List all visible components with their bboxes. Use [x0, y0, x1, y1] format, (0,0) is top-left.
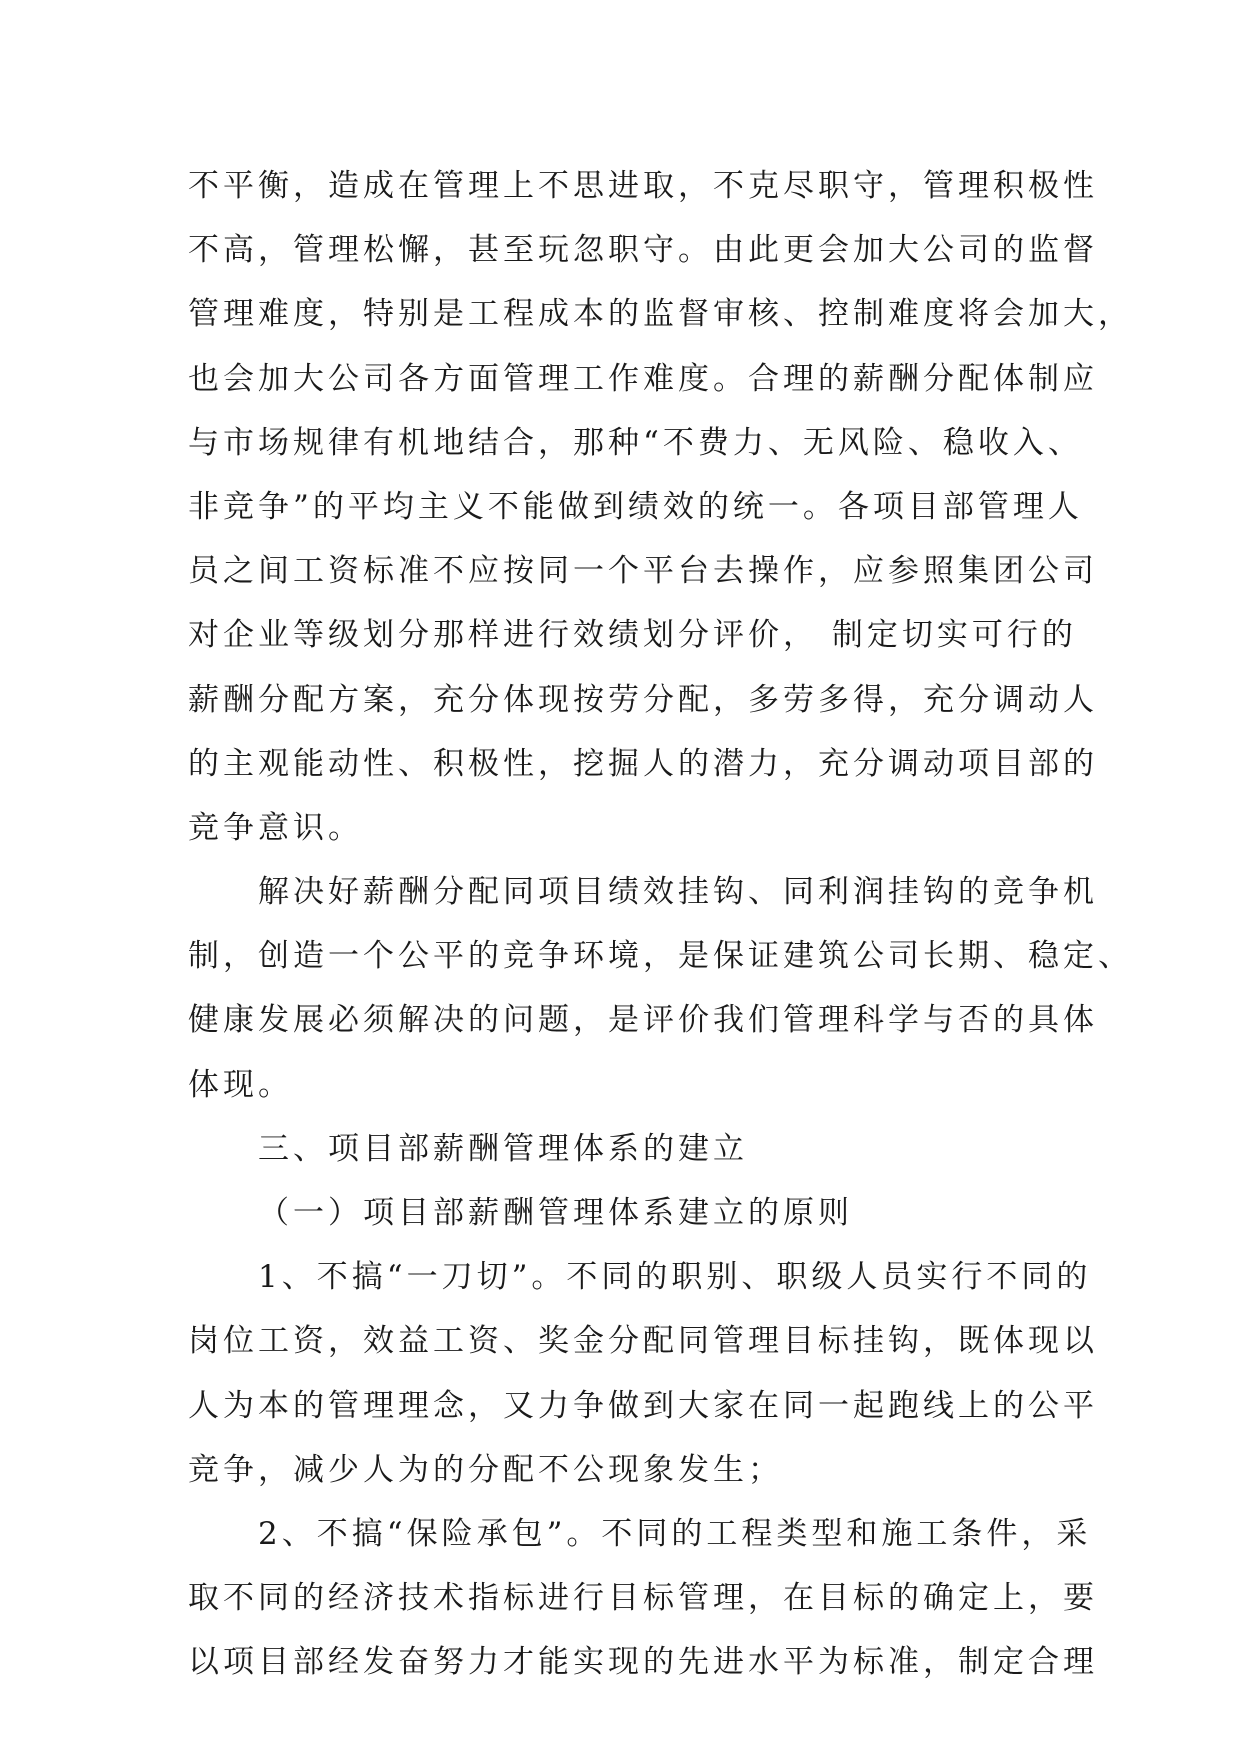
body-text	[188, 154, 1133, 1695]
text-line: 人为本的管理理念，又力争做到大家在同一起跑线上的公平	[188, 1387, 1098, 1424]
text-line: 制，创造一个公平的竞争环境，是保证建筑公司长期、稳定、	[188, 938, 1133, 975]
text-line: 以项目部经发奋努力才能实现的先进水平为标准，制定合理	[188, 1644, 1098, 1681]
text-line: 竞争，减少人为的分配不公现象发生；	[188, 1451, 783, 1488]
paragraph-first-line: 2、不搞“保险承包”。不同的工程类型和施工条件，采	[258, 1515, 1092, 1552]
text-line: 取不同的经济技术指标进行目标管理，在目标的确定上，要	[188, 1580, 1098, 1617]
text-line: 不平衡，造成在管理上不思进取，不克尽职守，管理积极性	[188, 168, 1098, 204]
text-line: 管理难度，特别是工程成本的监督审核、控制难度将会加大，	[188, 296, 1133, 333]
section-heading: 三、项目部薪酬管理体系的建立	[258, 1130, 748, 1167]
text-line: 岗位工资，效益工资、奖金分配同管理目标挂钩，既体现以	[188, 1323, 1098, 1360]
text-line: 对企业等级划分那样进行效绩划分评价， 制定切实可行的	[188, 617, 1077, 654]
text-line: 薪酬分配方案，充分体现按劳分配，多劳多得，充分调动人	[188, 681, 1098, 718]
paragraph-first-line: 1、不搞“一刀切”。不同的职别、职级人员实行不同的	[258, 1259, 1092, 1296]
text-line: 健康发展必须解决的问题，是评价我们管理科学与否的具体	[188, 1002, 1098, 1039]
subsection-heading: （一）项目部薪酬管理体系建立的原则	[258, 1195, 853, 1231]
text-line: 体现。	[188, 1066, 293, 1103]
text-line: 不高，管理松懈，甚至玩忽职守。由此更会加大公司的监督	[188, 232, 1098, 269]
text-line: 的主观能动性、积极性，挖掘人的潜力，充分调动项目部的	[188, 745, 1098, 782]
text-line: 员之间工资标准不应按同一个平台去操作，应参照集团公司	[188, 553, 1098, 590]
text-line: 非竞争”的平均主义不能做到绩效的统一。各项目部管理人	[188, 488, 1083, 525]
text-line: 竞争意识。	[188, 809, 363, 846]
text-line: 与市场规律有机地结合，那种“不费力、无风险、稳收入、	[188, 424, 1083, 461]
text-line: 也会加大公司各方面管理工作难度。合理的薪酬分配体制应	[188, 360, 1098, 397]
paragraph-first-line: 解决好薪酬分配同项目绩效挂钩、同利润挂钩的竞争机	[258, 874, 1098, 911]
